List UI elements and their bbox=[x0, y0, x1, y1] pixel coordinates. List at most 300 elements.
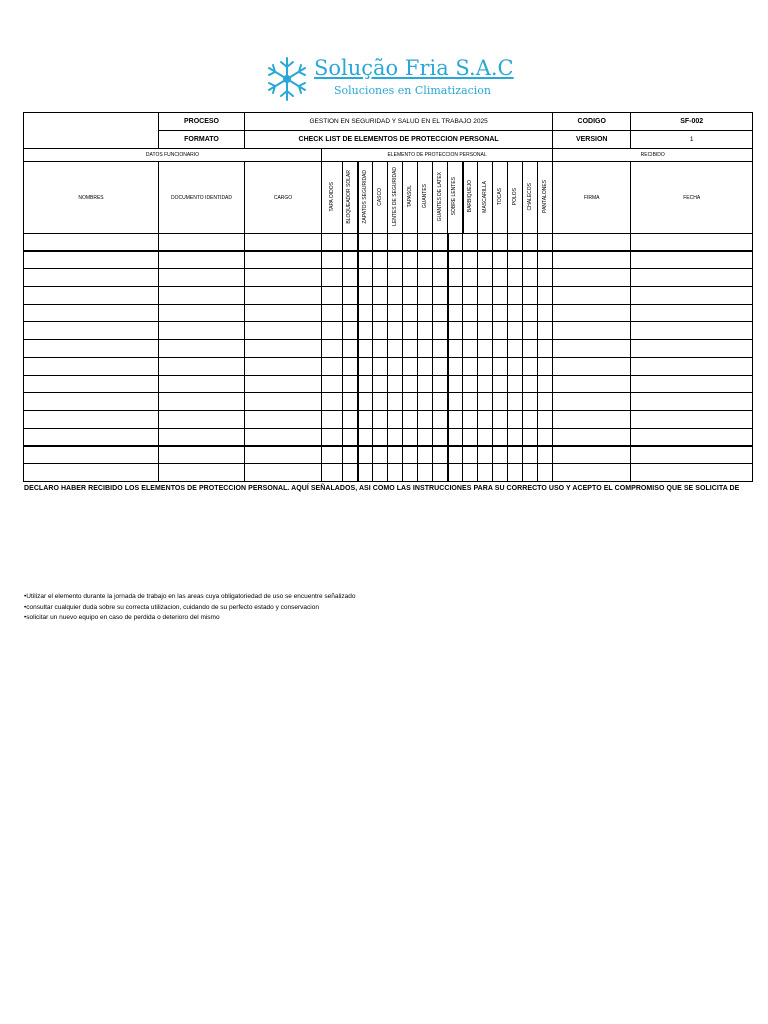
table-cell[interactable] bbox=[24, 340, 159, 358]
table-cell[interactable] bbox=[631, 287, 753, 305]
table-cell[interactable] bbox=[373, 234, 388, 252]
table-cell[interactable] bbox=[322, 463, 343, 481]
table-cell[interactable] bbox=[388, 357, 403, 375]
table-cell[interactable] bbox=[463, 463, 478, 481]
table-cell[interactable] bbox=[24, 322, 159, 340]
table-cell[interactable] bbox=[463, 234, 478, 252]
table-cell[interactable] bbox=[24, 304, 159, 322]
instructions-list bbox=[24, 592, 355, 624]
table-cell[interactable] bbox=[159, 340, 245, 358]
table-cell[interactable] bbox=[24, 269, 159, 287]
table-cell[interactable] bbox=[24, 375, 159, 393]
table-cell[interactable] bbox=[478, 428, 493, 446]
table-cell[interactable] bbox=[433, 393, 448, 411]
table-cell[interactable] bbox=[538, 393, 553, 411]
table-cell[interactable] bbox=[373, 463, 388, 481]
col-epp-polos: POLOS bbox=[511, 187, 518, 206]
table-cell[interactable] bbox=[553, 428, 631, 446]
table-cell[interactable] bbox=[159, 322, 245, 340]
table-cell[interactable] bbox=[463, 410, 478, 428]
table-cell[interactable] bbox=[553, 234, 631, 252]
col-fecha: FECHA bbox=[631, 162, 753, 234]
table-cell[interactable] bbox=[478, 393, 493, 411]
table-cell[interactable] bbox=[478, 375, 493, 393]
table-cell[interactable] bbox=[322, 357, 343, 375]
table-cell[interactable] bbox=[493, 251, 508, 269]
table-cell[interactable] bbox=[343, 251, 358, 269]
table-cell[interactable] bbox=[523, 322, 538, 340]
table-cell[interactable] bbox=[478, 269, 493, 287]
table-cell[interactable] bbox=[538, 375, 553, 393]
table-cell[interactable] bbox=[433, 357, 448, 375]
table-cell[interactable] bbox=[631, 251, 753, 269]
table-cell[interactable] bbox=[403, 357, 418, 375]
table-cell[interactable] bbox=[418, 357, 433, 375]
table-cell[interactable] bbox=[433, 304, 448, 322]
table-cell[interactable] bbox=[418, 410, 433, 428]
table-cell[interactable] bbox=[523, 393, 538, 411]
table-cell[interactable] bbox=[343, 393, 358, 411]
table-cell[interactable] bbox=[245, 340, 322, 358]
table-row bbox=[24, 251, 753, 269]
table-cell[interactable] bbox=[631, 428, 753, 446]
table-cell[interactable] bbox=[343, 322, 358, 340]
table-cell[interactable] bbox=[553, 375, 631, 393]
table-cell[interactable] bbox=[538, 322, 553, 340]
table-cell[interactable] bbox=[478, 340, 493, 358]
table-cell[interactable] bbox=[388, 340, 403, 358]
table-cell[interactable] bbox=[553, 410, 631, 428]
table-cell[interactable] bbox=[631, 322, 753, 340]
table-cell[interactable] bbox=[433, 322, 448, 340]
table-row bbox=[24, 410, 753, 428]
table-cell[interactable] bbox=[478, 287, 493, 305]
table-cell[interactable] bbox=[403, 375, 418, 393]
table-cell[interactable] bbox=[24, 428, 159, 446]
table-cell[interactable] bbox=[538, 340, 553, 358]
table-cell[interactable] bbox=[245, 269, 322, 287]
table-cell[interactable] bbox=[159, 446, 245, 464]
table-cell[interactable] bbox=[373, 287, 388, 305]
table-cell[interactable] bbox=[388, 446, 403, 464]
table-cell[interactable] bbox=[373, 322, 388, 340]
table-cell[interactable] bbox=[24, 234, 159, 252]
table-cell[interactable] bbox=[631, 375, 753, 393]
table-cell[interactable] bbox=[388, 304, 403, 322]
table-cell[interactable] bbox=[463, 446, 478, 464]
table-cell[interactable] bbox=[493, 410, 508, 428]
table-cell[interactable] bbox=[24, 357, 159, 375]
table-cell[interactable] bbox=[322, 269, 343, 287]
table-cell[interactable] bbox=[159, 463, 245, 481]
table-cell[interactable] bbox=[508, 410, 523, 428]
table-cell[interactable] bbox=[159, 393, 245, 411]
table-cell[interactable] bbox=[322, 375, 343, 393]
table-cell[interactable] bbox=[433, 340, 448, 358]
table-cell[interactable] bbox=[433, 287, 448, 305]
instruction-item: •consultar cualquier duda sobre su correcta utilizacion, cuidando de su perfecto estado y conservacion bbox=[24, 603, 319, 611]
table-cell[interactable] bbox=[403, 446, 418, 464]
table-cell[interactable] bbox=[343, 375, 358, 393]
table-cell[interactable] bbox=[388, 287, 403, 305]
instruction-item: •Utilizar el elemento durante la jornada de trabajo en las areas cuya obligatoriedad de uso se encuentre señalizado bbox=[24, 593, 356, 600]
table-cell[interactable] bbox=[159, 375, 245, 393]
table-cell[interactable] bbox=[523, 287, 538, 305]
section-recibido: RECIBIDO bbox=[553, 149, 753, 162]
table-cell[interactable] bbox=[493, 340, 508, 358]
table-cell[interactable] bbox=[493, 393, 508, 411]
table-cell[interactable] bbox=[24, 463, 159, 481]
table-cell[interactable] bbox=[358, 375, 373, 393]
table-cell[interactable] bbox=[24, 287, 159, 305]
table-cell[interactable] bbox=[373, 410, 388, 428]
table-cell[interactable] bbox=[523, 410, 538, 428]
table-cell[interactable] bbox=[159, 410, 245, 428]
table-cell[interactable] bbox=[24, 446, 159, 464]
table-cell[interactable] bbox=[631, 357, 753, 375]
table-cell[interactable] bbox=[508, 428, 523, 446]
table-cell[interactable] bbox=[24, 393, 159, 411]
table-cell[interactable] bbox=[159, 357, 245, 375]
table-cell[interactable] bbox=[553, 463, 631, 481]
table-cell[interactable] bbox=[159, 269, 245, 287]
table-cell[interactable] bbox=[433, 234, 448, 252]
table-cell[interactable] bbox=[322, 393, 343, 411]
table-cell[interactable] bbox=[245, 304, 322, 322]
table-cell[interactable] bbox=[322, 304, 343, 322]
table-cell[interactable] bbox=[631, 410, 753, 428]
table-cell[interactable] bbox=[493, 234, 508, 252]
table-cell[interactable] bbox=[403, 304, 418, 322]
table-cell[interactable] bbox=[343, 463, 358, 481]
table-cell[interactable] bbox=[448, 304, 463, 322]
table-cell[interactable] bbox=[358, 269, 373, 287]
table-cell[interactable] bbox=[322, 251, 343, 269]
table-cell[interactable] bbox=[463, 428, 478, 446]
table-cell[interactable] bbox=[523, 357, 538, 375]
table-cell[interactable] bbox=[24, 410, 159, 428]
table-cell[interactable] bbox=[523, 234, 538, 252]
table-cell[interactable] bbox=[418, 322, 433, 340]
table-cell[interactable] bbox=[159, 287, 245, 305]
table-cell[interactable] bbox=[631, 446, 753, 464]
table-cell[interactable] bbox=[418, 428, 433, 446]
table-cell[interactable] bbox=[478, 357, 493, 375]
table-cell[interactable] bbox=[523, 446, 538, 464]
table-row bbox=[24, 428, 753, 446]
table-cell[interactable] bbox=[493, 357, 508, 375]
table-cell[interactable] bbox=[343, 234, 358, 252]
table-cell[interactable] bbox=[343, 357, 358, 375]
table-cell[interactable] bbox=[373, 269, 388, 287]
table-cell[interactable] bbox=[508, 234, 523, 252]
table-cell[interactable] bbox=[24, 251, 159, 269]
table-cell[interactable] bbox=[631, 340, 753, 358]
table-cell[interactable] bbox=[448, 287, 463, 305]
table-cell[interactable] bbox=[322, 234, 343, 252]
table-cell[interactable] bbox=[523, 375, 538, 393]
table-cell[interactable] bbox=[358, 304, 373, 322]
table-cell[interactable] bbox=[463, 251, 478, 269]
table-cell[interactable] bbox=[159, 251, 245, 269]
table-cell[interactable] bbox=[245, 375, 322, 393]
table-cell[interactable] bbox=[493, 375, 508, 393]
table-cell[interactable] bbox=[418, 251, 433, 269]
table-cell[interactable] bbox=[478, 304, 493, 322]
table-cell[interactable] bbox=[538, 287, 553, 305]
table-cell[interactable] bbox=[418, 393, 433, 411]
table-cell[interactable] bbox=[478, 463, 493, 481]
table-cell[interactable] bbox=[493, 287, 508, 305]
table-cell[interactable] bbox=[373, 393, 388, 411]
table-cell[interactable] bbox=[388, 375, 403, 393]
table-cell[interactable] bbox=[493, 463, 508, 481]
table-cell[interactable] bbox=[245, 357, 322, 375]
table-cell[interactable] bbox=[508, 304, 523, 322]
table-cell[interactable] bbox=[403, 393, 418, 411]
table-cell[interactable] bbox=[358, 446, 373, 464]
table-cell[interactable] bbox=[553, 251, 631, 269]
table-cell[interactable] bbox=[358, 393, 373, 411]
table-cell[interactable] bbox=[373, 304, 388, 322]
table-cell[interactable] bbox=[448, 393, 463, 411]
instruction-item: •solicitar un nuevo equipo en caso de perdida o deterioro del mismo bbox=[24, 614, 220, 621]
table-cell[interactable] bbox=[159, 428, 245, 446]
table-cell[interactable] bbox=[322, 287, 343, 305]
table-cell[interactable] bbox=[418, 340, 433, 358]
table-cell[interactable] bbox=[373, 340, 388, 358]
table-cell[interactable] bbox=[159, 234, 245, 252]
table-cell[interactable] bbox=[493, 322, 508, 340]
table-cell[interactable] bbox=[245, 410, 322, 428]
table-cell[interactable] bbox=[508, 322, 523, 340]
table-cell[interactable] bbox=[388, 428, 403, 446]
table-cell[interactable] bbox=[553, 340, 631, 358]
table-cell[interactable] bbox=[358, 322, 373, 340]
version-label: VERSION bbox=[553, 131, 631, 149]
table-cell[interactable] bbox=[358, 463, 373, 481]
table-cell[interactable] bbox=[433, 446, 448, 464]
table-cell[interactable] bbox=[403, 410, 418, 428]
table-cell[interactable] bbox=[523, 340, 538, 358]
table-cell[interactable] bbox=[358, 340, 373, 358]
table-cell[interactable] bbox=[418, 234, 433, 252]
table-cell[interactable] bbox=[373, 251, 388, 269]
table-cell[interactable] bbox=[245, 251, 322, 269]
table-cell[interactable] bbox=[631, 269, 753, 287]
table-cell[interactable] bbox=[538, 446, 553, 464]
table-cell[interactable] bbox=[631, 463, 753, 481]
table-cell[interactable] bbox=[388, 410, 403, 428]
table-cell[interactable] bbox=[388, 234, 403, 252]
table-cell[interactable] bbox=[523, 428, 538, 446]
table-cell[interactable] bbox=[245, 287, 322, 305]
table-cell[interactable] bbox=[478, 234, 493, 252]
table-cell[interactable] bbox=[553, 287, 631, 305]
table-cell[interactable] bbox=[358, 410, 373, 428]
table-row bbox=[24, 340, 753, 358]
table-cell[interactable] bbox=[403, 322, 418, 340]
table-cell[interactable] bbox=[433, 375, 448, 393]
table-cell[interactable] bbox=[388, 393, 403, 411]
codigo-value: SF-002 bbox=[631, 113, 753, 131]
table-cell[interactable] bbox=[343, 428, 358, 446]
table-cell[interactable] bbox=[523, 269, 538, 287]
table-cell[interactable] bbox=[508, 446, 523, 464]
table-cell[interactable] bbox=[245, 322, 322, 340]
table-cell[interactable] bbox=[373, 446, 388, 464]
table-cell[interactable] bbox=[463, 375, 478, 393]
table-cell[interactable] bbox=[403, 269, 418, 287]
table-cell[interactable] bbox=[463, 269, 478, 287]
table-cell[interactable] bbox=[553, 269, 631, 287]
table-cell[interactable] bbox=[508, 340, 523, 358]
table-cell[interactable] bbox=[245, 463, 322, 481]
table-cell[interactable] bbox=[538, 251, 553, 269]
table-cell[interactable] bbox=[538, 234, 553, 252]
table-cell[interactable] bbox=[322, 340, 343, 358]
table-cell[interactable] bbox=[538, 428, 553, 446]
table-cell[interactable] bbox=[418, 269, 433, 287]
table-cell[interactable] bbox=[403, 251, 418, 269]
table-cell[interactable] bbox=[343, 340, 358, 358]
table-cell[interactable] bbox=[358, 287, 373, 305]
table-cell[interactable] bbox=[448, 357, 463, 375]
table-cell[interactable] bbox=[448, 340, 463, 358]
table-cell[interactable] bbox=[358, 234, 373, 252]
table-cell[interactable] bbox=[631, 304, 753, 322]
table-cell[interactable] bbox=[403, 287, 418, 305]
table-cell[interactable] bbox=[159, 304, 245, 322]
table-cell[interactable] bbox=[448, 322, 463, 340]
table-cell[interactable] bbox=[343, 410, 358, 428]
table-cell[interactable] bbox=[553, 357, 631, 375]
table-cell[interactable] bbox=[523, 304, 538, 322]
logo-cell bbox=[24, 113, 159, 149]
table-cell[interactable] bbox=[322, 446, 343, 464]
table-cell[interactable] bbox=[418, 463, 433, 481]
table-cell[interactable] bbox=[553, 322, 631, 340]
table-cell[interactable] bbox=[493, 269, 508, 287]
table-cell[interactable] bbox=[388, 251, 403, 269]
table-cell[interactable] bbox=[508, 251, 523, 269]
table-cell[interactable] bbox=[508, 357, 523, 375]
table-cell[interactable] bbox=[448, 428, 463, 446]
table-cell[interactable] bbox=[508, 269, 523, 287]
table-cell[interactable] bbox=[631, 234, 753, 252]
table-cell[interactable] bbox=[538, 410, 553, 428]
table-cell[interactable] bbox=[403, 234, 418, 252]
table-cell[interactable] bbox=[538, 357, 553, 375]
table-cell[interactable] bbox=[403, 428, 418, 446]
table-cell[interactable] bbox=[493, 428, 508, 446]
table-cell[interactable] bbox=[322, 428, 343, 446]
epp-checklist-table bbox=[23, 112, 753, 482]
table-cell[interactable] bbox=[403, 340, 418, 358]
table-cell[interactable] bbox=[448, 251, 463, 269]
table-cell[interactable] bbox=[418, 287, 433, 305]
table-cell[interactable] bbox=[631, 393, 753, 411]
table-cell[interactable] bbox=[538, 463, 553, 481]
table-cell[interactable] bbox=[418, 375, 433, 393]
table-cell[interactable] bbox=[418, 446, 433, 464]
table-cell[interactable] bbox=[358, 357, 373, 375]
table-cell[interactable] bbox=[448, 446, 463, 464]
table-row bbox=[24, 393, 753, 411]
table-cell[interactable] bbox=[463, 340, 478, 358]
table-cell[interactable] bbox=[388, 322, 403, 340]
table-cell[interactable] bbox=[463, 322, 478, 340]
table-cell[interactable] bbox=[508, 287, 523, 305]
table-cell[interactable] bbox=[433, 269, 448, 287]
table-cell[interactable] bbox=[322, 410, 343, 428]
declaration-text: DECLARO HABER RECIBIDO LOS ELEMENTOS DE PROTECCION PERSONAL. AQUÍ SEÑALADOS, ASI COMO LAS INSTRUCCIONES PARA SU CORRECTO USO Y ACEPTO EL COMPROMISO QUE SE SOLICITA DE bbox=[24, 485, 740, 492]
table-cell[interactable] bbox=[433, 251, 448, 269]
table-cell[interactable] bbox=[448, 269, 463, 287]
table-cell[interactable] bbox=[433, 428, 448, 446]
table-cell[interactable] bbox=[523, 463, 538, 481]
table-cell[interactable] bbox=[493, 446, 508, 464]
table-cell[interactable] bbox=[343, 446, 358, 464]
table-cell[interactable] bbox=[358, 251, 373, 269]
table-cell[interactable] bbox=[538, 269, 553, 287]
table-cell[interactable] bbox=[403, 463, 418, 481]
table-cell[interactable] bbox=[322, 322, 343, 340]
table-cell[interactable] bbox=[388, 269, 403, 287]
table-cell[interactable] bbox=[433, 410, 448, 428]
table-cell[interactable] bbox=[448, 234, 463, 252]
col-epp-guantes: GUANTES bbox=[421, 184, 428, 209]
proceso-label: PROCESO bbox=[159, 113, 245, 131]
table-cell[interactable] bbox=[463, 287, 478, 305]
table-cell[interactable] bbox=[508, 393, 523, 411]
table-cell[interactable] bbox=[478, 322, 493, 340]
table-cell[interactable] bbox=[478, 410, 493, 428]
table-cell[interactable] bbox=[508, 463, 523, 481]
table-cell[interactable] bbox=[448, 375, 463, 393]
table-cell[interactable] bbox=[343, 269, 358, 287]
table-row bbox=[24, 322, 753, 340]
table-cell[interactable] bbox=[463, 393, 478, 411]
table-cell[interactable] bbox=[553, 304, 631, 322]
table-cell[interactable] bbox=[245, 393, 322, 411]
table-cell[interactable] bbox=[433, 463, 448, 481]
table-cell[interactable] bbox=[373, 357, 388, 375]
table-cell[interactable] bbox=[448, 410, 463, 428]
table-cell[interactable] bbox=[373, 375, 388, 393]
table-cell[interactable] bbox=[538, 304, 553, 322]
table-cell[interactable] bbox=[478, 251, 493, 269]
table-cell[interactable] bbox=[358, 428, 373, 446]
table-cell[interactable] bbox=[245, 446, 322, 464]
table-cell[interactable] bbox=[508, 375, 523, 393]
table-cell[interactable] bbox=[463, 357, 478, 375]
table-cell[interactable] bbox=[463, 304, 478, 322]
table-cell[interactable] bbox=[553, 393, 631, 411]
table-cell[interactable] bbox=[523, 251, 538, 269]
table-cell[interactable] bbox=[418, 304, 433, 322]
table-cell[interactable] bbox=[493, 304, 508, 322]
table-cell[interactable] bbox=[388, 463, 403, 481]
table-cell[interactable] bbox=[245, 234, 322, 252]
table-cell[interactable] bbox=[553, 446, 631, 464]
table-cell[interactable] bbox=[343, 287, 358, 305]
table-cell[interactable] bbox=[373, 428, 388, 446]
table-cell[interactable] bbox=[448, 463, 463, 481]
table-cell[interactable] bbox=[245, 428, 322, 446]
table-cell[interactable] bbox=[478, 446, 493, 464]
table-cell[interactable] bbox=[343, 304, 358, 322]
